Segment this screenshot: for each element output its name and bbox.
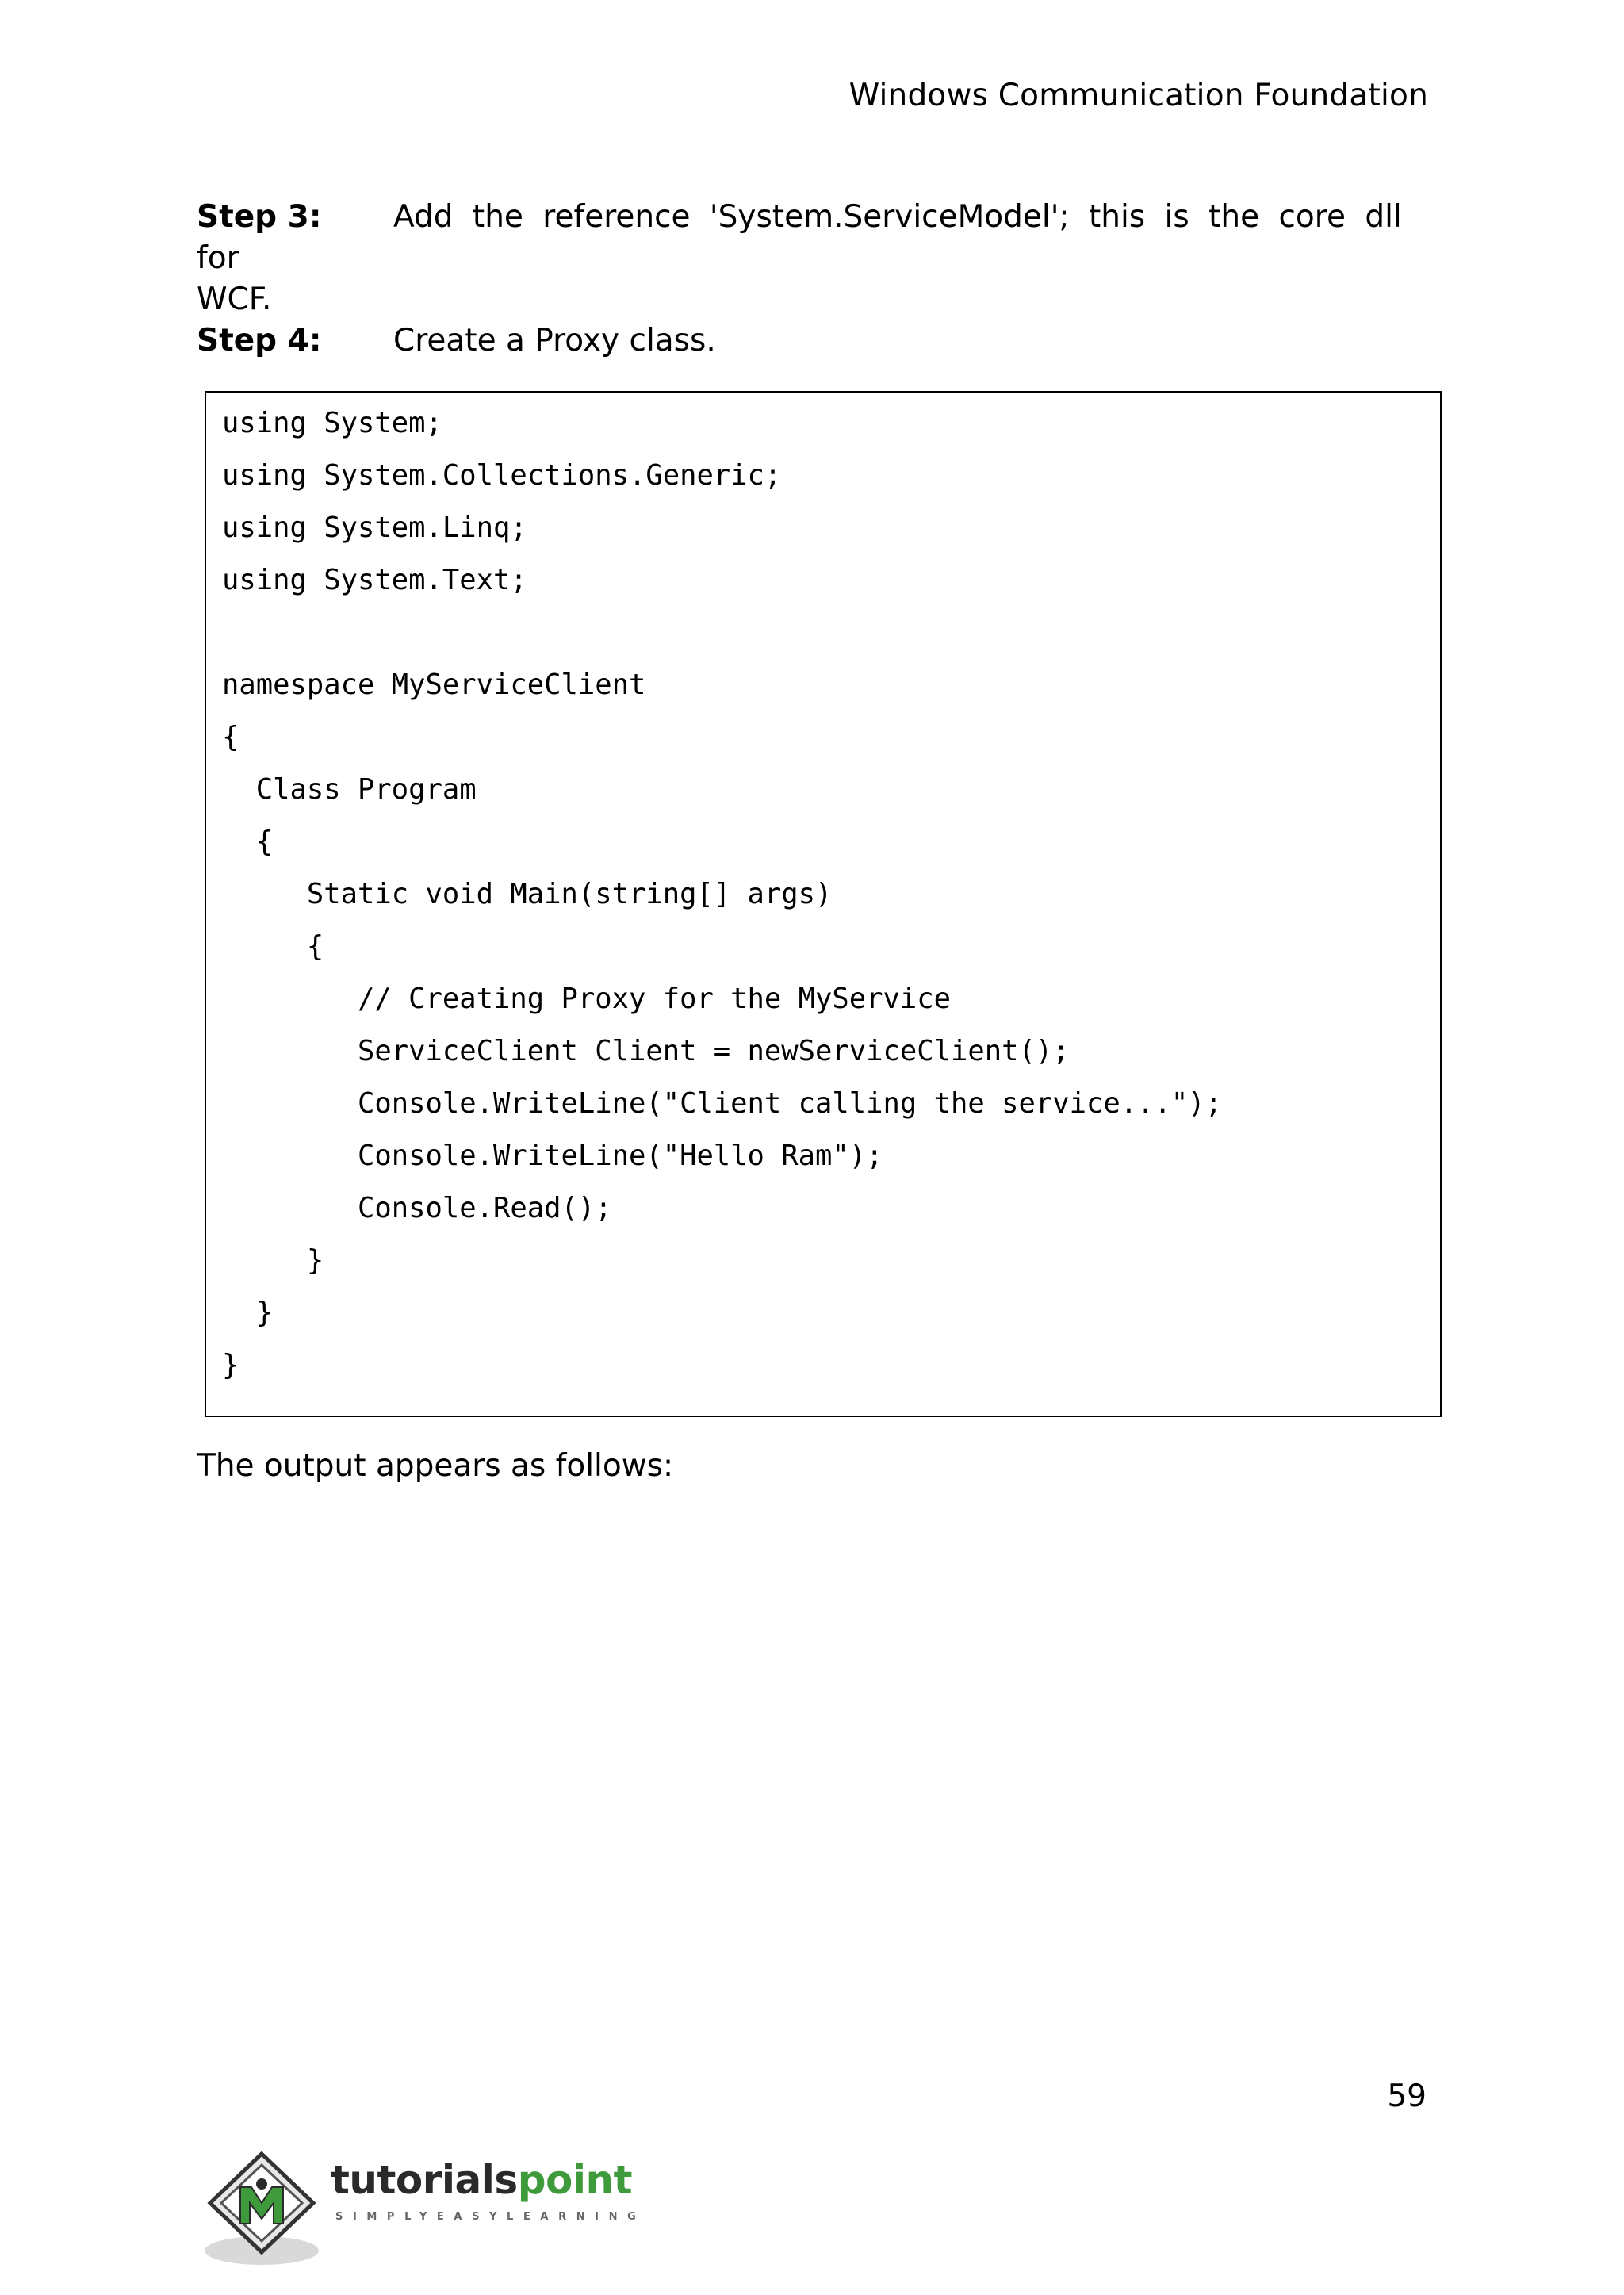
code-line: Console.WriteLine("Client calling the service..."); — [222, 1087, 1222, 1120]
code-line: using System.Text; — [222, 564, 527, 596]
step-3-continuation: WCF. — [197, 282, 272, 317]
code-line: using System.Collections.Generic; — [222, 459, 782, 492]
logo-tagline: SIMPLYEASYLEARNING — [335, 2211, 646, 2223]
logo-emblem-icon — [202, 2147, 321, 2274]
step-4-text: Create a Proxy class. — [393, 323, 716, 358]
logo-wordmark — [331, 2157, 632, 2203]
step-3 — [197, 197, 1428, 320]
code-line: } — [222, 1297, 274, 1329]
code-line: { — [222, 721, 239, 753]
code-line: // Creating Proxy for the MyService — [222, 983, 952, 1015]
running-header: Windows Communication Foundation — [848, 78, 1428, 113]
code-line: } — [222, 1349, 239, 1381]
tutorialspoint-logo — [202, 2147, 646, 2274]
code-line: Class Program — [222, 773, 477, 806]
code-block — [205, 391, 1442, 1417]
logo-word-point: point — [517, 2157, 632, 2203]
code-line: Console.WriteLine("Hello Ram"); — [222, 1140, 883, 1172]
logo-word-tutorials: tutorials — [331, 2157, 518, 2203]
code-line: namespace MyServiceClient — [222, 669, 646, 701]
step-4-label: Step 4: — [197, 323, 322, 358]
page-number: 59 — [1387, 2079, 1427, 2114]
step-4 — [197, 320, 716, 362]
code-line: Console.Read(); — [222, 1192, 612, 1224]
code-line: { — [222, 930, 324, 963]
code-line: { — [222, 826, 274, 858]
step-3-text: Add the reference 'System.ServiceModel'; this is the core dll for — [197, 199, 1402, 276]
code-line: ServiceClient Client = newServiceClient(); — [222, 1035, 1070, 1067]
code-line: using System.Linq; — [222, 511, 527, 544]
step-3-label: Step 3: — [197, 199, 322, 235]
code-line: using System; — [222, 407, 442, 439]
code-line: Static void Main(string[] args) — [222, 878, 833, 910]
output-intro-text: The output appears as follows: — [197, 1448, 674, 1484]
code-line: } — [222, 1244, 324, 1277]
